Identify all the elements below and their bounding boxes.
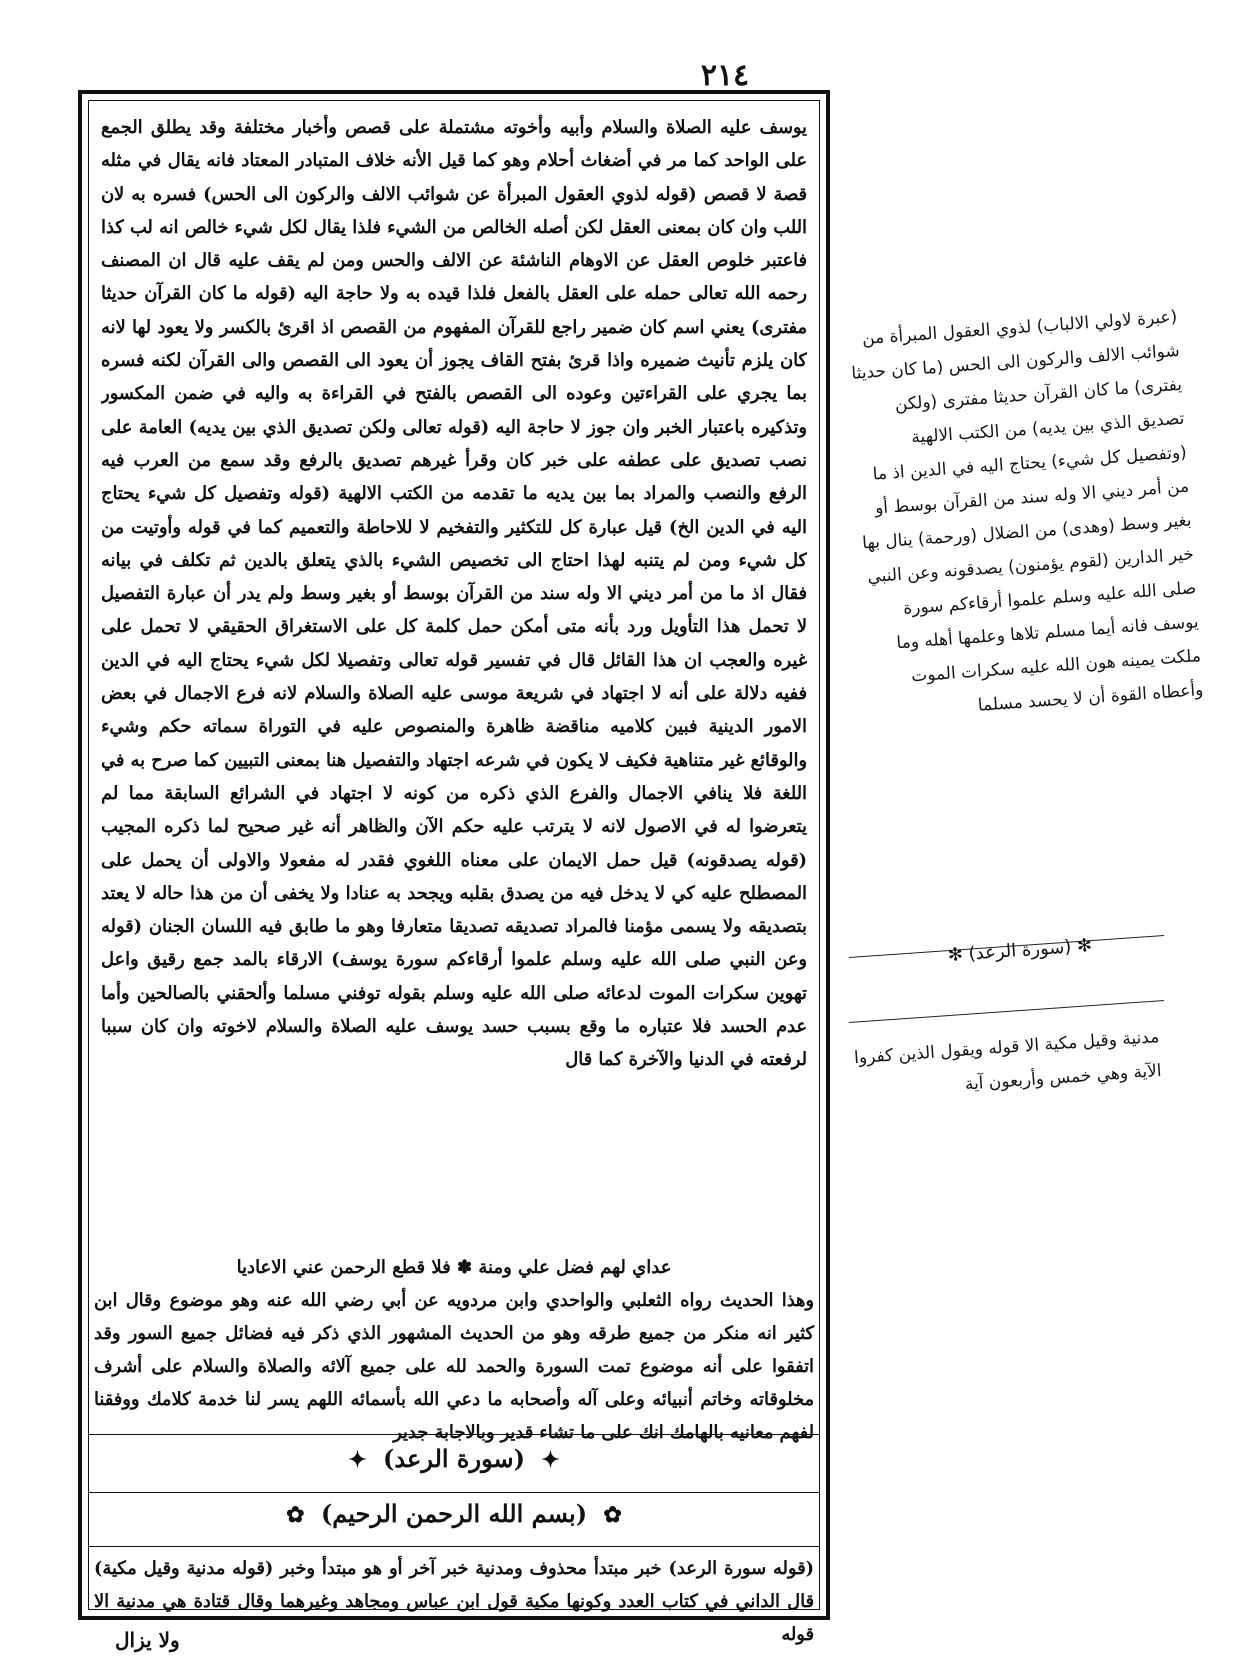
closing-commentary-text: وهذا الحديث رواه الثعلبي والواحدي وابن مردويه عن أبي رضي الله عنه وهو موضوع وقال ابن كثير انه منكر من جميع طرقه وهو من الحديث المشهور الذي ذكر فيه فضائل جميع السور وقد اتفقوا على أنه موضوع تمت السورة والحمد لله على جميع آلائه والصلاة والسلام على أشرف مخلوقاته وخاتم أنبيائه وعلى آله وأصحابه ما دعي الله بأسمائه اللهم يسر لنا خدمة كلامك ووفقنا لفهم معانيه بالهامك انك على ما تشاء قدير وبالاجابة جدير	[94, 1290, 814, 1443]
main-commentary-text: يوسف عليه الصلاة والسلام وأبيه وأخوته مشتملة على قصص وأخبار مختلفة وقد يطلق الجمع على الواحد كما مر في أضغاث أحلام وهو كما قيل الأنه خلاف المتبادر المعتاد فانه يقال في مثله قصة لا قصص (قوله لذوي العقول المبرأة عن شوائب الالف والركون الى الحس) فسره به لان اللب وان كان بمعنى العقل لكن أصله الخالص من الشيء فلذا يقال لكل شيء خالص انه لب كذا فاعتبر خلوص العقل عن الاوهام الناشئة عن الالف والحس ومن لم يقف عليه قال ان المصنف رحمه الله تعالى حمله على العقل بالفعل فلذا قيده به ولا حاجة اليه (قوله ما كان القرآن حديثا مفترى) يعني اسم كان ضمير راجع للقرآن المفهوم من القصص اذ اقرئ بالكسر ولا يعود لها لانه كان يلزم تأنيث ضميره واذا قرئ بفتح القاف يجوز أن يعود الى القصص والى القرآن لكنه فسره بما يجري على القراءتين وعوده الى القصص بالفتح في القراءة به واليه في ضمن المكسور وتذكيره باعتبار الخبر وان جوز لا حاجة اليه (قوله تعالى ولكن تصديق الذي بين يديه) العامة على نصب تصديق على عطفه على خبر كان وقرأ غيرهم تصديق بالرفع وقد سمع من العرب فيه الرفع والنصب والمراد بما بين يديه ما تقدمه من الكتب الالهية (قوله وتفصيل كل شيء يحتاج اليه في الدين الخ) قيل عبارة كل للتكثير والتفخيم لا للاحاطة والتعميم كما في قوله وأوتيت من كل شيء ومن لم يتنبه لهذا احتاج الى تخصيص الشيء بالذي يتعلق بالدين ثم تكلف في بيانه فقال اذ ما من أمر ديني الا وله سند من القرآن بوسط أو بغير وسط ولم يدر أن عبارة التفصيل لا تحمل هذا التأويل ورد بأنه متى أمكن حمل كلمة كل على الاستغراق الحقيقي لا تحمل على غيره والعجب ان هذا القائل قال في تفسير قوله تعالى وتفصيلا لكل شيء يحتاج اليه في الدين ففيه دلالة على أنه لا اجتهاد في شريعة موسى عليه الصلاة والسلام لانه فرع الاجمال في بعض الامور الدينية فبين كلاميه مناقضة ظاهرة والمنصوص عليه في التوراة سماته حكم وشيء والوقائع غير متناهية فكيف لا يكون في شرعه اجتهاد والتفصيل هنا بمعنى التبيين كما صرح به في اللغة فلا ينافي الاجمال والفرع الذي ذكره من كونه لا اجتهاد في الشرائع السابقة مما لم يتعرضوا له في الاصول لانه لا يترتب عليه حكم الآن والظاهر أنه غير صحيح لما ذكره المجيب (قوله يصدقونه) قيل حمل الايمان على معناه اللغوي فقدر له مفعولا والاولى أن يحمل على المصطلح عليه كي لا يدخل فيه من يصدق بقلبه ويجحد به عنادا ولا يخفى أن من هذا حاله لا يعتد بتصديقه ولا يسمى مؤمنا فالمراد تصديقه تصديقا متعارفا وهو ما طابق فيه اللسان الجنان (قوله وعن النبي صلى الله عليه وسلم علموا أرقاءكم سورة يوسف) الارقاء بالمد جمع رقيق واعل تهوين سكرات الموت لدعائه صلى الله عليه وسلم بقوله توفني مسلما وألحقني بالصالحين وأما عدم الحسد فلا عتباره ما وقع بسبب حسد يوسف عليه الصلاة والسلام لاخوته وان كان سببا لرفعته في الدنيا والآخرة كما قال	[101, 117, 807, 1071]
ornament-icon: ✦	[541, 1447, 560, 1473]
margin-star-icon: ✻	[1076, 934, 1093, 957]
surah-heading-banner	[82, 1444, 826, 1473]
catchword: ولا يزال	[115, 1628, 180, 1652]
separator-rule-3	[88, 1546, 820, 1547]
basmala: (بسم الله الرحمن الرحيم)	[320, 1499, 588, 1528]
margin-star-icon: ✻	[947, 944, 964, 967]
separator-rule-1	[88, 1434, 820, 1435]
verse-line	[82, 1250, 826, 1279]
margin-surah-heading	[900, 932, 1141, 970]
page-number: ٢١٤	[700, 58, 750, 93]
flower-ornament-icon: ✿	[286, 1502, 305, 1528]
margin-rule-2	[849, 1000, 1164, 1023]
ornament-icon: ✦	[348, 1447, 367, 1473]
separator-rule-2	[88, 1492, 820, 1493]
surah-commentary-text: (قوله سورة الرعد) خبر مبتدأ محذوف ومدنية خبر آخر أو هو مبتدأ وخبر (قوله مدنية وقيل مكية) قال الداني في كتاب العدد وكونها مكية قول ابن عباس ومجاهد وغيرهما وقال قتادة هي مدنية الا قوله	[94, 1558, 814, 1645]
verse-text: عداي لهم فضل علي ومنة ✽ فلا قطع الرحمن عني الاعاديا	[236, 1257, 672, 1278]
flower-ornament-icon: ✿	[603, 1502, 622, 1528]
margin-note-lower: مدنية وقيل مكية الا قوله ويقول الذين كفروا الآية وهي خمس وأربعون آية	[853, 1026, 1163, 1095]
surah-heading: (سورة الرعد)	[383, 1444, 525, 1473]
basmala-banner	[82, 1499, 826, 1528]
margin-note-upper: (عبرة لاولي الالباب) لذوي العقول المبرأة من شوائب الالف والركون الى الحس (ما كان حديثا يفترى) ما كان القرآن حديثا مفترى (ولكن تصديق الذي بين يديه) من الكتب الالهية (وتفصيل كل شيء) يحتاج اليه في الدين اذ ما من أمر ديني الا وله سند من القرآن بوسط أو بغير وسط (وهدى) من الضلال (ورحمة) ينال بها خير الدارين (لقوم يؤمنون) يصدقونه وعن النبي صلى الله عليه وسلم علموا أرقاءكم سورة يوسف فانه أيما مسلم تلاها وعلمها أهله وما ملكت يمينه هون الله عليه سكرات الموت وأعطاه القوة أن لا يحسد مسلما	[850, 306, 1204, 716]
margin-heading-text: (سورة الرعد)	[967, 936, 1073, 965]
